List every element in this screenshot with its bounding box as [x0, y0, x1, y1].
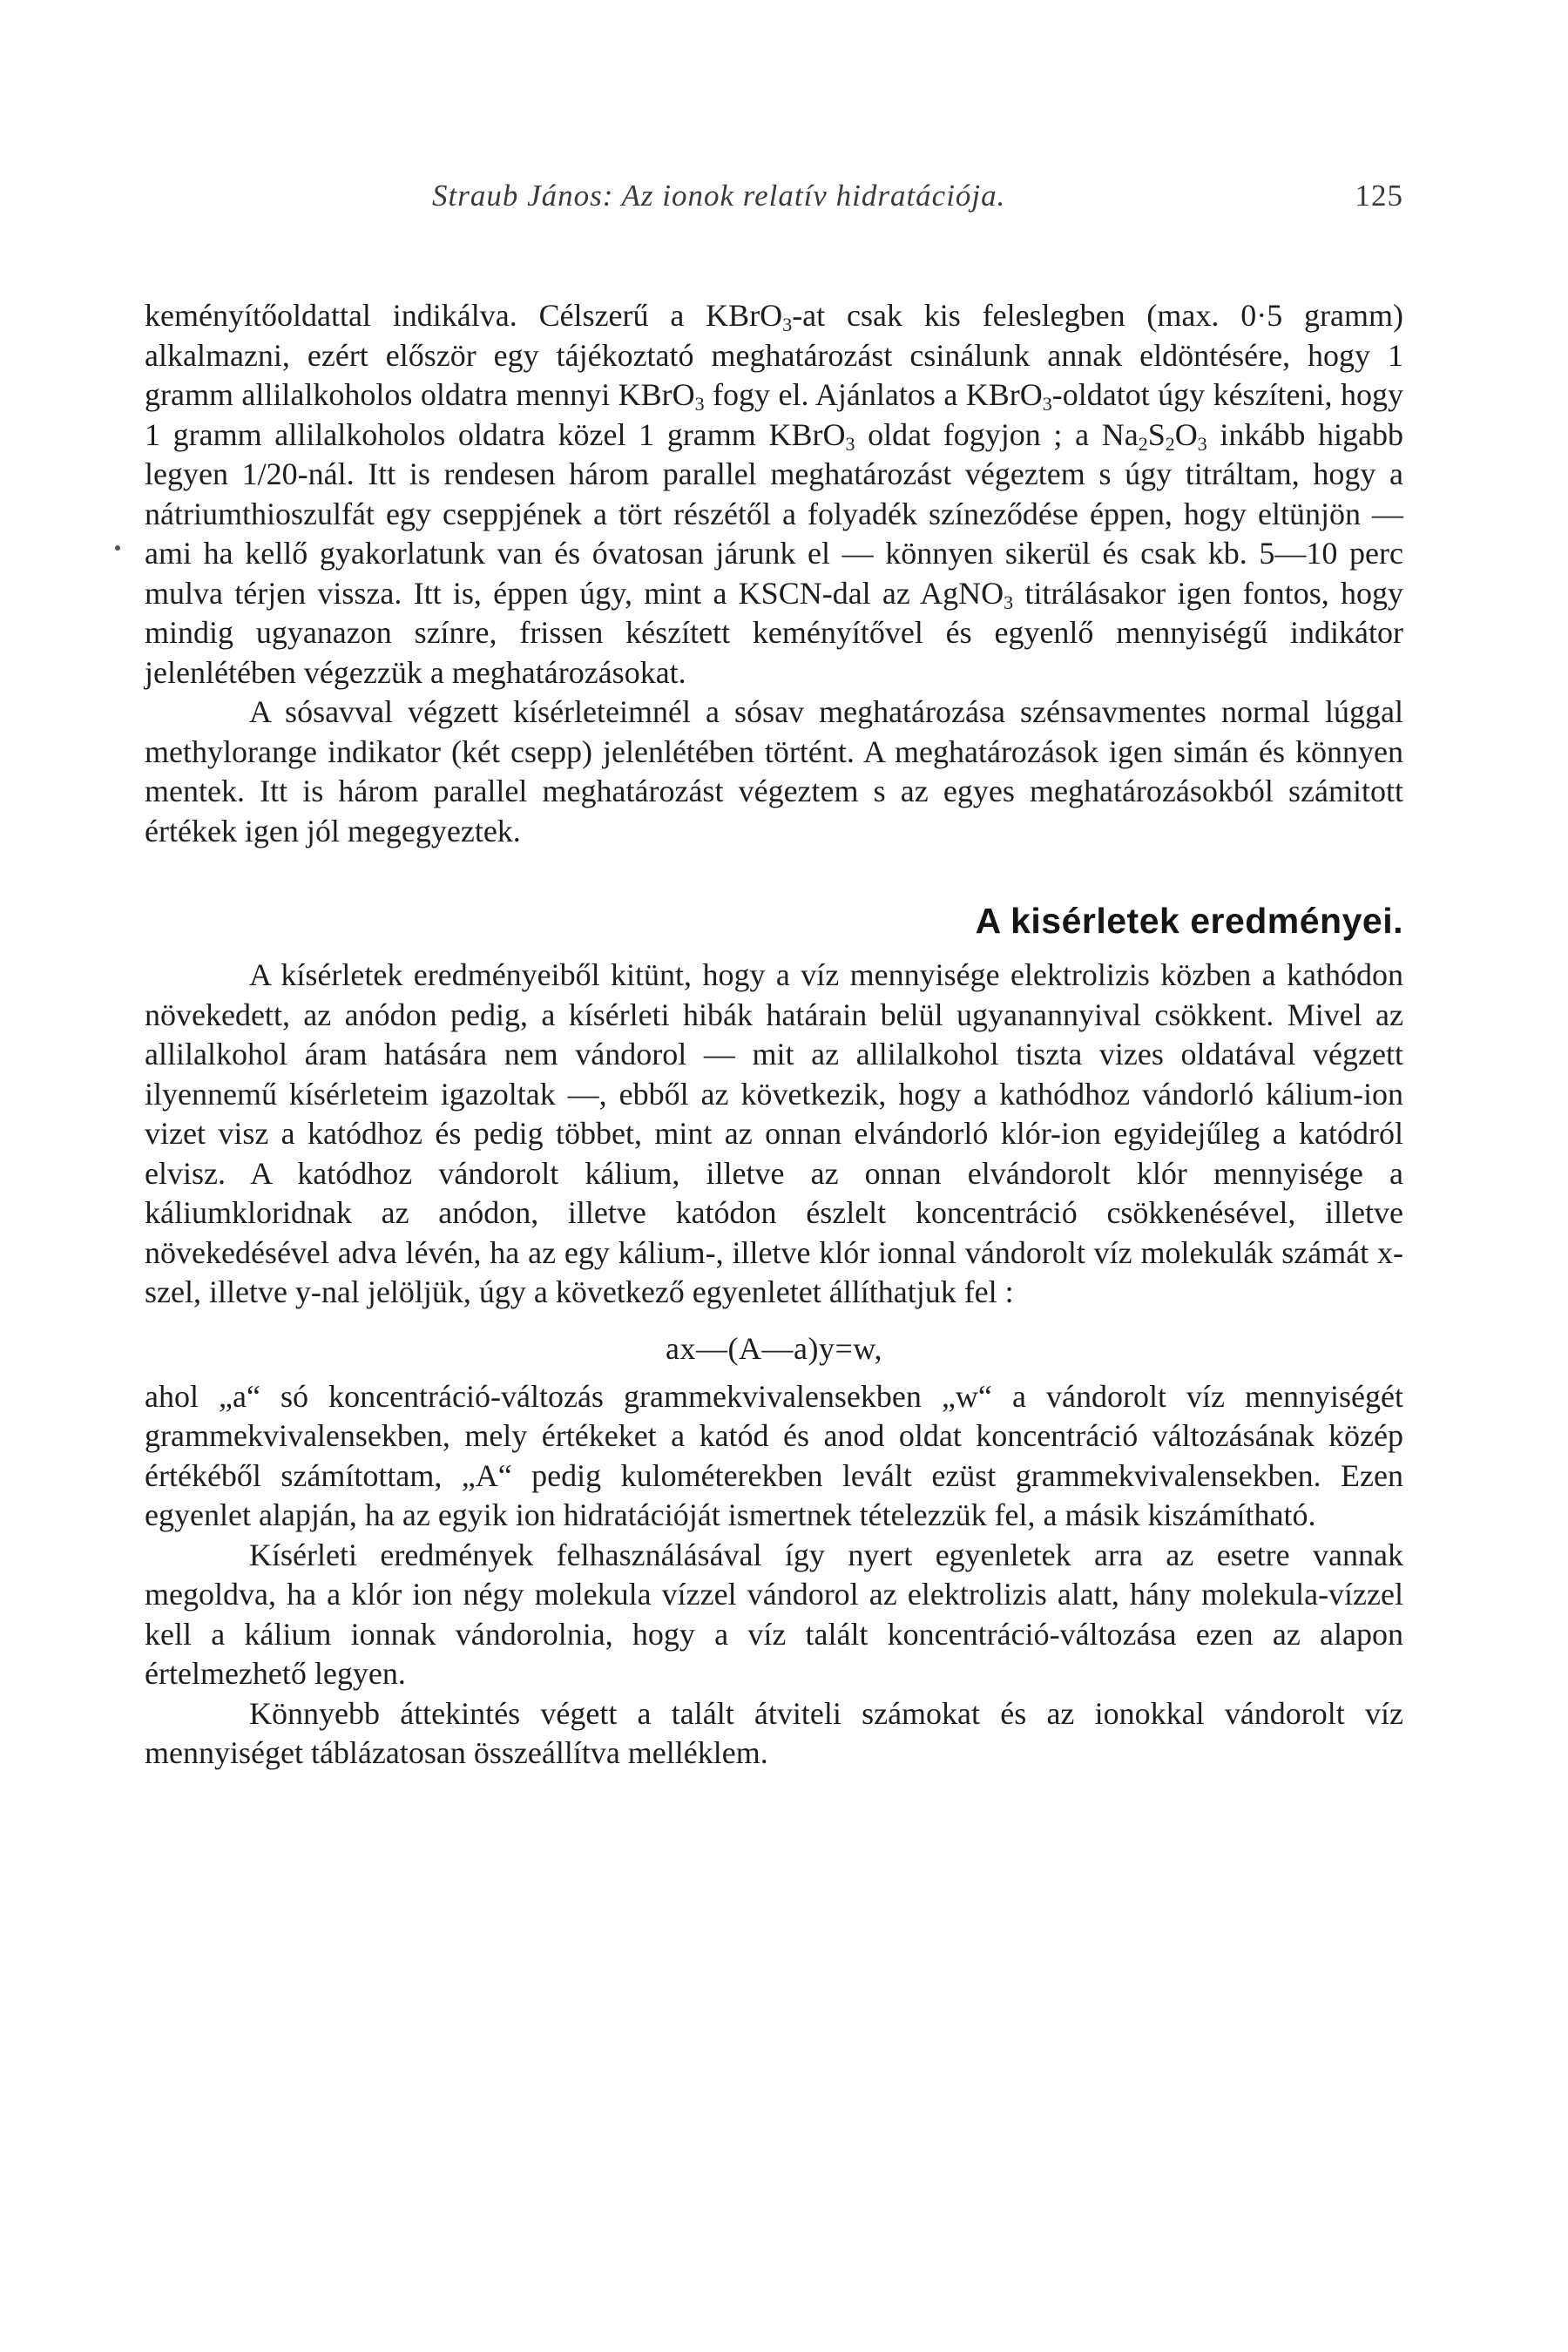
running-head-title: Straub János: Az ionok relatív hidratációja.: [432, 179, 1006, 213]
paragraph-equation-explanation: ahol „a“ só koncentráció-változás grammekvivalensekben „w“ a vándorolt víz mennyiségét grammekvivalensekben, mely értékeket a katód és anod oldat koncentráció változásának közép értékéből számítottam, „A“ pedig kulométerekben levált ezüst grammekvivalensekben. Ezen egyenlet alapján, ha az egyik ion hidratációját ismertnek tételezzük fel, a másik kiszámítható.: [145, 1378, 1403, 1532]
paragraph-results: A kísérletek eredményeiből kitünt, hogy a víz mennyisége elektrolizis közben a kathódon növekedett, az anódon pedig, a kísérleti hibák határain belül ugyanannyival csökkent. Mivel az allilalkohol áram hatására nem vándorol — mit az allilalkohol tiszta vizes oldatával végzett ilyennemű kísérleteim igazoltak —, ebből az következik, hogy a kathódhoz vándorló kálium-ion vizet visz a katódhoz és pedig többet, mint az onnan elvándorló klór-ion egyidejűleg a katódról elvisz. A katódhoz vándorolt kálium, illetve az onnan elvándorolt klór mennyisége a káliumkloridnak az anódon, illetve katódon észlelt koncentráció csökkenésével, illetve növekedésével adva lévén, ha az egy kálium-, illetve klór ionnal vándorolt víz molekulák számát x-szel, illetve y-nal jelöljük, úgy a következő egyenletet állíthatjuk fel :: [145, 957, 1403, 1309]
paragraph-hydrochloric-acid: A sósavval végzett kísérleteimnél a sósav meghatározása szénsavmentes normal lúggal methylorange indikator (két csepp) jelenlétében történt. A meghatározások igen simán és könnyen mentek. Itt is három parallel meghatározást végeztem s az egyes meghatározásokból számitott értékek igen jól megegyeztek.: [145, 694, 1403, 848]
body-text: [145, 296, 1403, 1774]
equation: ax—(A—a)y=w,: [666, 1330, 882, 1366]
paragraph-experimental-equations: Kísérleti eredmények felhasználásával így nyert egyenletek arra az esetre vannak megoldva, ha a klór ion négy molekula vízzel vándorol az elektrolizis alatt, hány molekula-vízzel kell a kálium ionnak vándorolnia, hogy a víz talált koncentráció-változása ezen az alapon értelmezhető legyen.: [145, 1537, 1403, 1691]
paragraph-table-note: Könnyebb áttekintés végett a talált átviteli számokat és az ionokkal vándorolt víz mennyiséget táblázatosan összeállítva melléklem.: [145, 1695, 1403, 1770]
running-head: [145, 179, 1403, 222]
margin-mark: [115, 545, 120, 551]
page-number: 125: [1355, 179, 1403, 213]
section-heading: A kisérletek eredményei.: [975, 901, 1403, 941]
paragraph-titration: keményítőoldattal indikálva. Célszerű a KBrO$_3$-at csak kis feleslegben (max. 0·5 gramm) alkalmazni, ezért először egy tájékoztató meghatározást csinálunk annak eldöntésére, hogy 1 gramm allilalkoholos oldatra mennyi KBrO$_3$ fogy el. Ajánlatos a KBrO$_3$-oldatot úgy készíteni, hogy 1 gramm allilalkoholos oldatra közel 1 gramm KBrO$_3$ oldat fogyjon ; a $Na_2S_2O_3$ inkább higabb legyen 1/20-nál. Itt is rendesen három parallel meghatározást végeztem s úgy titráltam, hogy a nátriumthioszulfát egy cseppjének a tört részétől a folyadék színeződése éppen, hogy eltünjön — ami ha kellő gyakorlatunk van és óvatosan járunk el — könnyen sikerül és csak kb. 5—10 perc mulva térjen vissza. Itt is, éppen úgy, mint a KSCN-dal az AgNO$_3$ titrálásakor igen fontos, hogy mindig ugyanazon színre, frissen készített keményítővel és egyenlő mennyiségű indikátor jelenlétében végezzük a meghatározásokat.: [145, 298, 1404, 690]
